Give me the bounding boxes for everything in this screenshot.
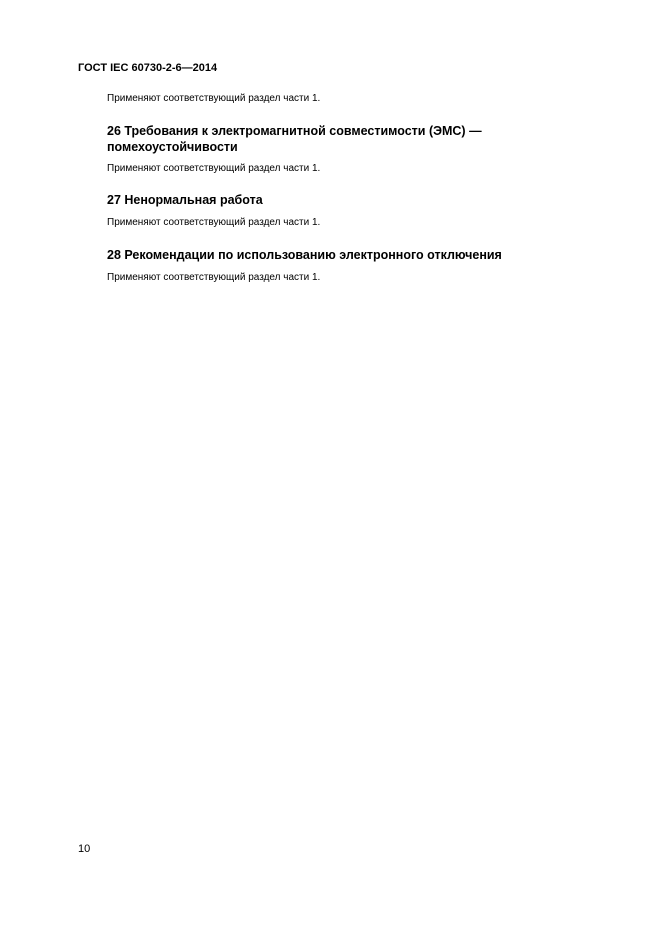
- section-28-heading: 28 Рекомендации по использованию электронного отключения: [107, 248, 502, 262]
- page-number: 10: [78, 843, 91, 855]
- section-26-heading-line1: 26 Требования к электромагнитной совместимости (ЭМС) —: [107, 124, 482, 138]
- document-code-header: ГОСТ IEC 60730-2-6—2014: [78, 62, 218, 74]
- section-26-heading: [107, 123, 547, 155]
- section-26-paragraph: Применяют соответствующий раздел части 1.: [107, 163, 321, 174]
- section-27-paragraph: Применяют соответствующий раздел части 1.: [107, 217, 321, 228]
- section-26-heading-line2: помехоустойчивости: [107, 140, 238, 154]
- intro-paragraph: Применяют соответствующий раздел части 1.: [107, 93, 321, 104]
- section-28-paragraph: Применяют соответствующий раздел части 1.: [107, 272, 321, 283]
- section-27-heading: 27 Ненормальная работа: [107, 193, 263, 207]
